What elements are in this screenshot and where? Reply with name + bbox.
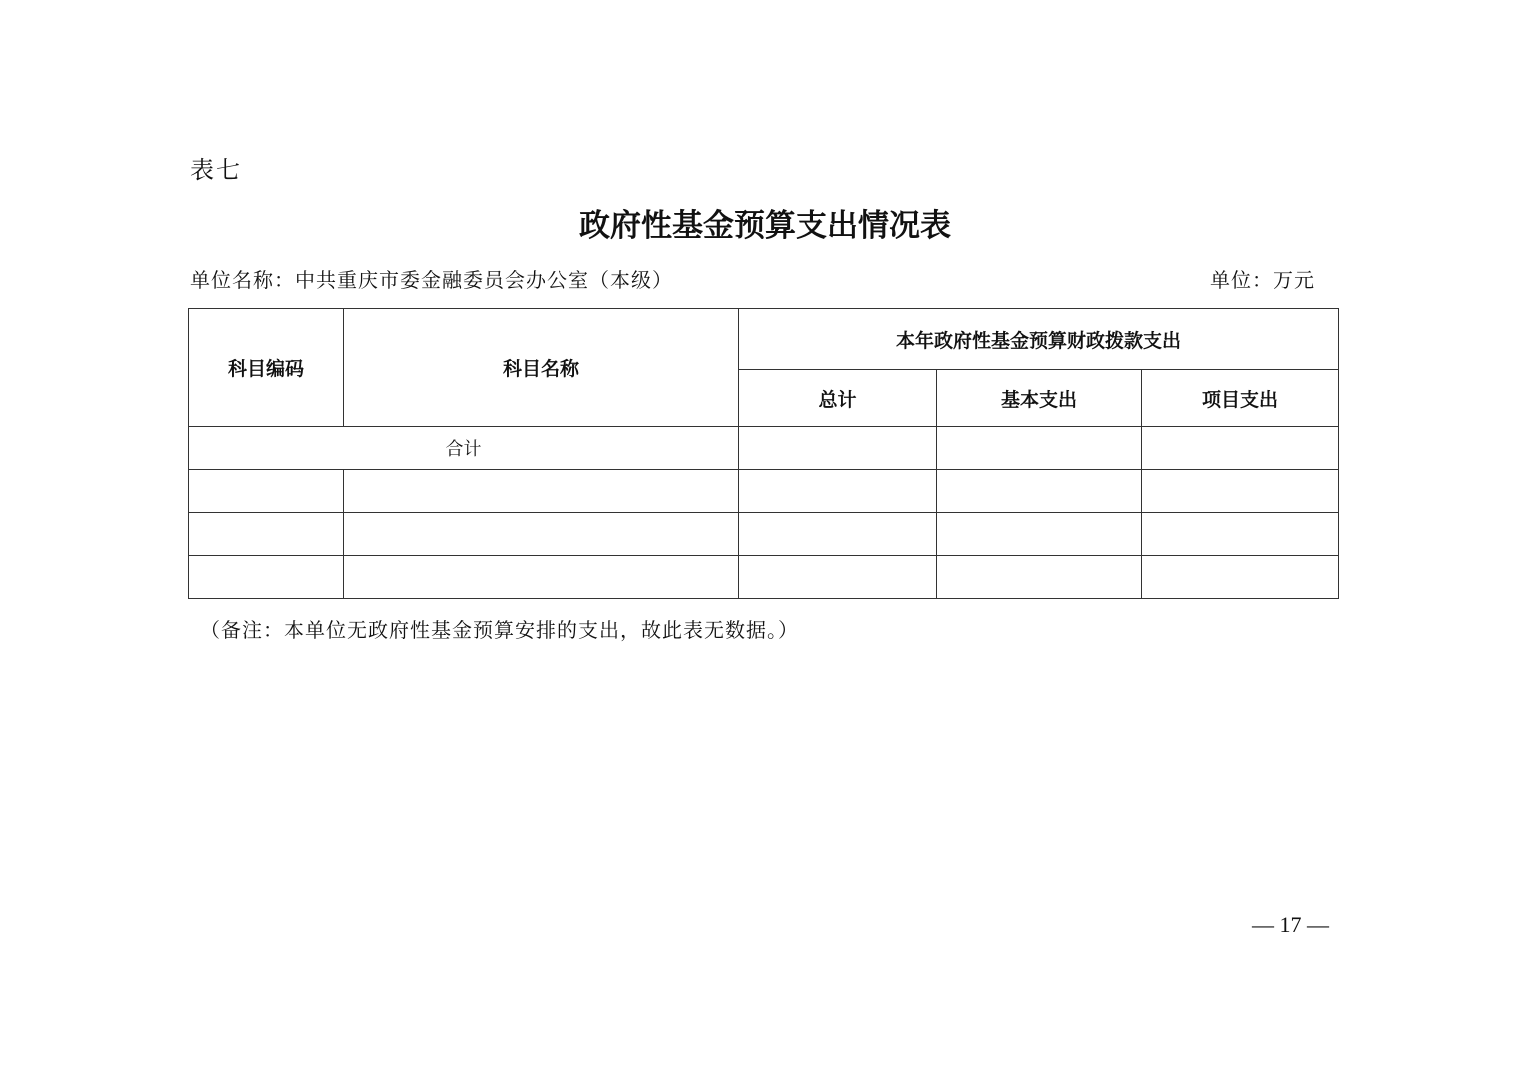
row-basic — [937, 470, 1142, 513]
header-row-1 — [189, 309, 1339, 370]
row-name — [344, 556, 739, 599]
row-name — [344, 513, 739, 556]
table-note: （备注：本单位无政府性基金预算安排的支出，故此表无数据。） — [200, 618, 799, 642]
summary-row — [189, 427, 1339, 470]
row-code — [189, 556, 344, 599]
header-group: 本年政府性基金预算财政拨款支出 — [739, 309, 1339, 370]
unit-name: 单位名称：中共重庆市委金融委员会办公室（本级） — [190, 268, 673, 292]
table-row — [189, 513, 1339, 556]
unit-label: 单位：万元 — [1210, 268, 1315, 292]
table-row — [189, 556, 1339, 599]
row-project — [1142, 556, 1339, 599]
row-code — [189, 513, 344, 556]
table-label: 表七 — [190, 156, 242, 184]
summary-label: 合计 — [189, 427, 739, 470]
header-total: 总计 — [739, 370, 937, 427]
row-project — [1142, 470, 1339, 513]
row-total — [739, 470, 937, 513]
header-project: 项目支出 — [1142, 370, 1339, 427]
page-number: — 17 — — [1252, 912, 1329, 937]
row-total — [739, 556, 937, 599]
budget-table — [188, 308, 1339, 599]
header-basic: 基本支出 — [937, 370, 1142, 427]
header-name: 科目名称 — [344, 309, 739, 427]
summary-total — [739, 427, 937, 470]
table-row — [189, 470, 1339, 513]
header-code: 科目编码 — [189, 309, 344, 427]
row-basic — [937, 556, 1142, 599]
document-title: 政府性基金预算支出情况表 — [579, 208, 951, 244]
row-project — [1142, 513, 1339, 556]
row-total — [739, 513, 937, 556]
row-code — [189, 470, 344, 513]
summary-basic — [937, 427, 1142, 470]
summary-project — [1142, 427, 1339, 470]
row-name — [344, 470, 739, 513]
row-basic — [937, 513, 1142, 556]
